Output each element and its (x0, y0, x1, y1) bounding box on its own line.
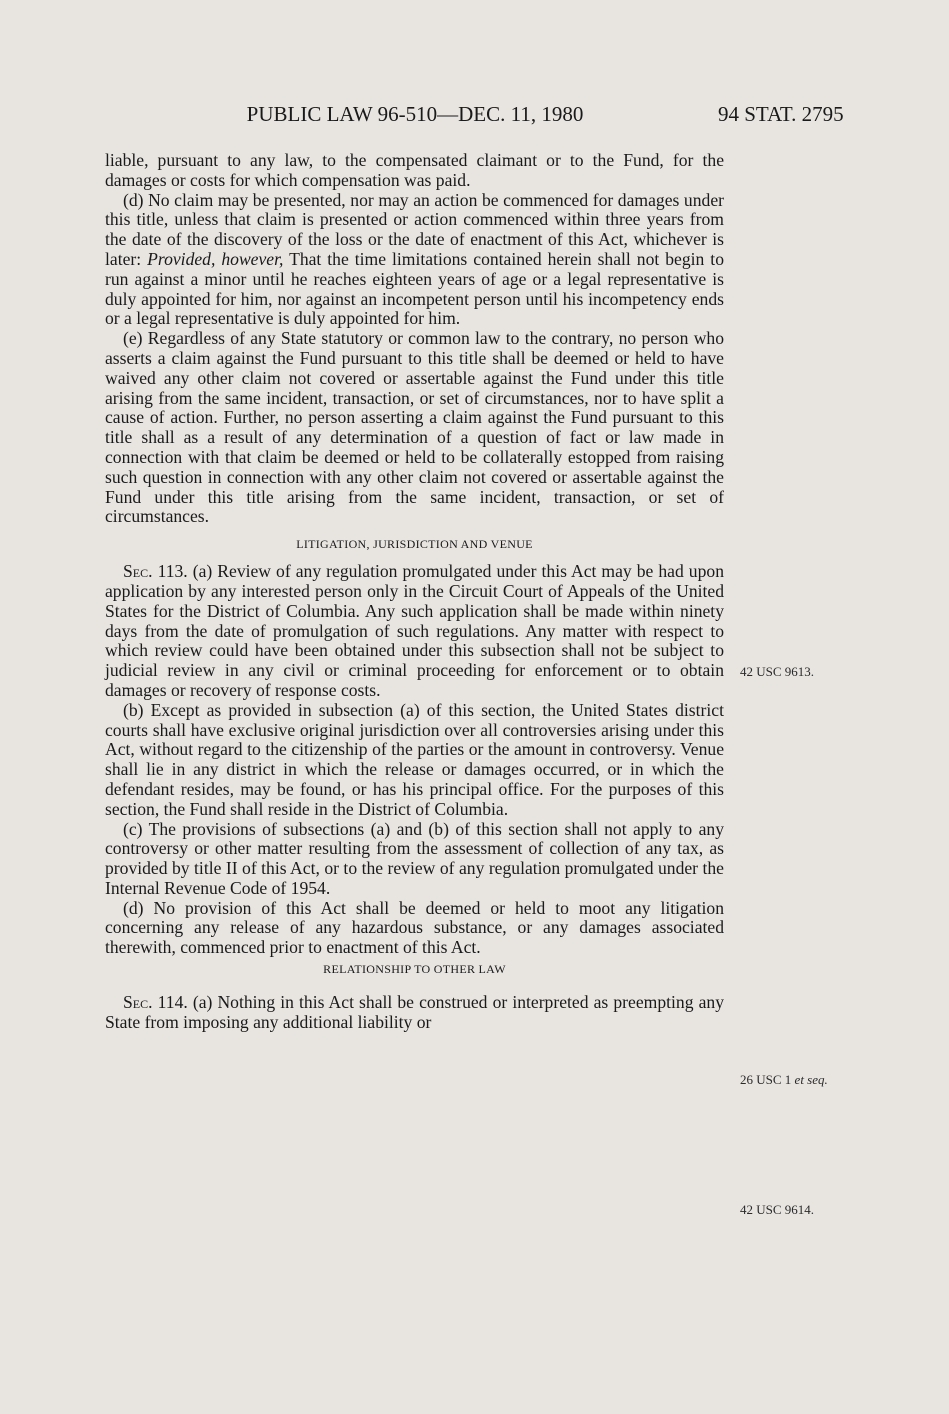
paragraph-d-text-1: (d) No claim may be presented, nor may an action be commenced for damages under this title, unless that claim is presented or action commenced within three years from the date of the discovery of the loss or the date of enactment of this Act, whichever is later: (105, 189, 724, 269)
sec-label: Sec. (123, 992, 153, 1013)
margin-note-et-seq: et seq. (794, 1072, 828, 1087)
paragraph-sec-114-a (105, 993, 724, 1033)
sec-113-text: 113. (a) Review of any regulation promulgated under this Act may be had upon application by any interested person only in the Circuit Court of Appeals of the United States for the District of Columbia. Any such application shall be made within ninety days from the date of promulgation of such regulations. Any matter with respect to which review could have been obtained under this subsection shall not be subject to judicial review in any civil or criminal proceeding for enforcement or to obtain damages or recovery of response costs. (105, 561, 724, 700)
page-header-title: PUBLIC LAW 96-510—DEC. 11, 1980 (246, 102, 584, 126)
margin-note-42-usc-9614: 42 USC 9614. (740, 1202, 815, 1217)
margin-note-42-usc-9613: 42 USC 9613. (740, 664, 815, 679)
paragraph-sec-113-d: (d) No provision of this Act shall be deemed or held to moot any litigation concerning any release of any hazardous substance, or any damages associated therewith, commenced prior to enactment of this Act. (105, 897, 724, 958)
proviso-italic: Provided, however, (147, 248, 284, 269)
margin-note-26-usc-text: 26 USC 1 (740, 1072, 792, 1087)
paragraph-sec-113-b: (b) Except as provided in subsection (a) of this section, the United States district courts shall have exclusive original jurisdiction over all controversies arising under this Act, without regard to the citizenship of the parties or the amount in controversy. Venue shall lie in any district in which the release or damages occurred, or in which the defendant resides, may be found, or has his principal office. For the purposes of this section, the Fund shall reside in the District of Columbia. (105, 699, 724, 819)
paragraph-sec-113-c: (c) The provisions of subsections (a) and (b) of this section shall not apply to any controversy or other matter resulting from the assessment of collection of any tax, as provided by title II of this Act, or to the review of any regulation promulgated under the Internal Revenue Code of 1954. (105, 818, 724, 898)
paragraph-e-regardless: (e) Regardless of any State statutory or common law to the contrary, no person who asserts a claim against the Fund pursuant to this title shall be deemed or held to have waived any other claim not covered or assertable against the Fund under this title arising from the same incident, transaction, or set of circumstances, nor to have split a cause of action. Further, no person asserting a claim against the Fund pursuant to this title shall as a result of any determination of a question of fact or law made in connection with that claim be deemed or held to be collaterally estopped from raising such question in connection with any other claim not covered or assertable against the Fund under this title arising from the same incident, transaction, or set of circumstances. (105, 328, 724, 527)
section-heading-litigation: LITIGATION, JURISDICTION AND VENUE (296, 537, 533, 552)
paragraph-d-text-2: That the time limitations contained herein shall not begin to run against a minor until he reaches eighteen years of age or a legal representative is duly appointed for him, nor against an incompetent person until his incompetency ends or a legal representative is duly appointed for him. (105, 248, 724, 329)
section-heading-relationship: RELATIONSHIP TO OTHER LAW (323, 962, 506, 977)
page-header-citation: 94 STAT. 2795 (718, 102, 844, 126)
paragraph-sec-113-a (105, 562, 724, 701)
body-text (105, 151, 724, 1033)
margin-note-26-usc-1 (740, 1072, 828, 1088)
sec-label: Sec. (123, 561, 153, 582)
paragraph-continuation: liable, pursuant to any law, to the compensated claimant or to the Fund, for the damages or costs for which compensation was paid. (105, 150, 724, 190)
paragraph-d-claims (105, 191, 724, 330)
sec-114-text: 114. (a) Nothing in this Act shall be construed or interpreted as preempting any State from imposing any additional liability or (105, 992, 724, 1032)
